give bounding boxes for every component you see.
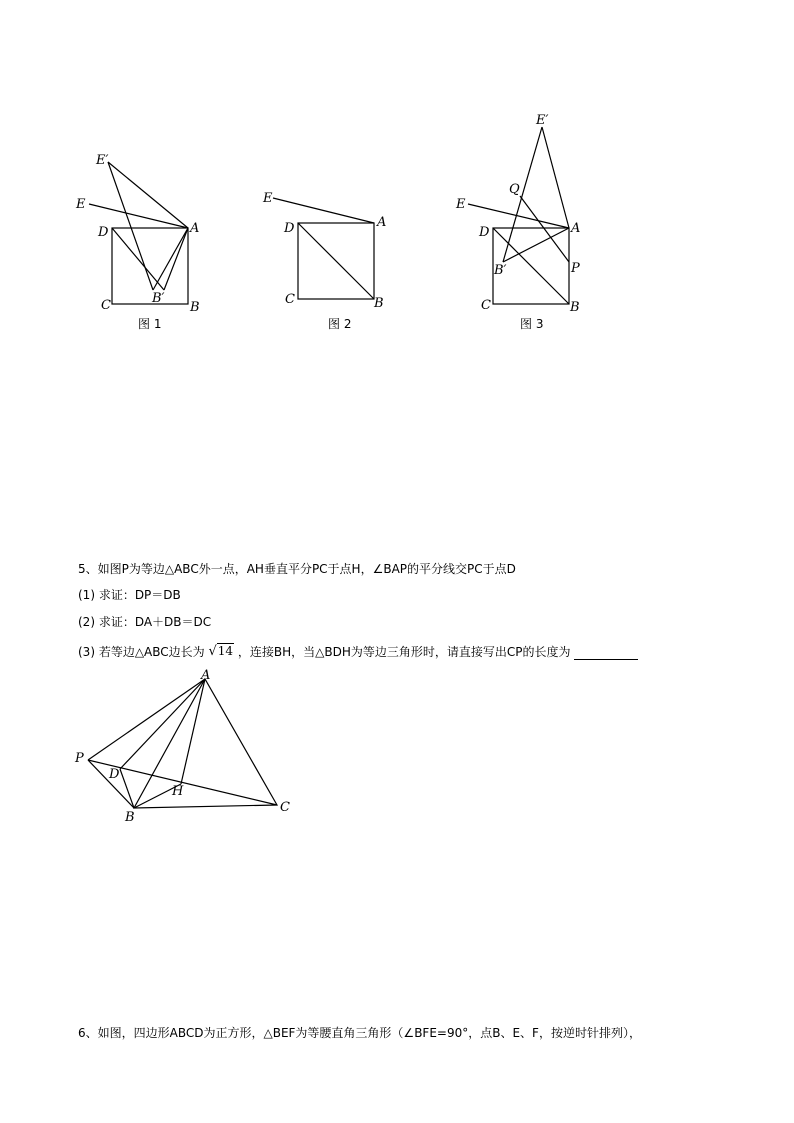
fig3-label-E': E′ bbox=[536, 113, 549, 128]
problem5-question-2: (2) 求证：DA＋DB＝DC bbox=[78, 615, 212, 629]
sqrt-radicand: 14 bbox=[217, 644, 234, 658]
fig2-segment-DB bbox=[298, 223, 374, 299]
p5-label-H: H bbox=[172, 784, 184, 799]
triangle-ABC bbox=[134, 679, 277, 808]
fig3-label-D: D bbox=[479, 225, 490, 240]
fig3-label-E: E bbox=[456, 197, 466, 212]
segment-PA bbox=[88, 679, 205, 760]
fig3-caption: 图 3 bbox=[520, 317, 544, 331]
fig2-label-B: B bbox=[374, 296, 384, 311]
fig2-segment-EA bbox=[273, 198, 374, 223]
problem5-question-3 bbox=[78, 643, 638, 660]
fig1-square bbox=[112, 228, 188, 304]
radical-sign-icon: √ bbox=[208, 644, 217, 659]
problem5-figure bbox=[74, 668, 290, 825]
fig1-segment-DB' bbox=[112, 228, 164, 290]
fig1-label-D: D bbox=[98, 225, 109, 240]
fig2-label-A: A bbox=[377, 215, 387, 230]
fig1-label-A: A bbox=[190, 221, 200, 236]
fig3-segment-QP bbox=[520, 196, 569, 262]
fig2-caption: 图 2 bbox=[328, 317, 352, 331]
fig3-segment-B'A bbox=[503, 228, 569, 262]
fig3-label-B': B′ bbox=[494, 263, 507, 278]
fig1-segment-AB' bbox=[164, 228, 188, 290]
problem5-question-1: (1) 求证：DP＝DB bbox=[78, 588, 181, 602]
fig1-caption: 图 1 bbox=[138, 317, 162, 331]
p5-label-D: D bbox=[109, 767, 120, 782]
fig3-segment-E'A bbox=[542, 127, 569, 228]
p5-label-P: P bbox=[75, 751, 84, 766]
fig2-label-C: C bbox=[285, 292, 295, 307]
fig3-label-Q: Q bbox=[509, 182, 520, 197]
fig3-label-A: A bbox=[571, 221, 581, 236]
figure-3 bbox=[455, 113, 580, 331]
fig1-segment-B'A bbox=[153, 228, 188, 290]
segment-AH bbox=[181, 679, 205, 784]
fig1-label-E: E bbox=[76, 197, 86, 212]
problem5-stem: 5、如图P为等边△ABC外一点，AH垂直平分PC于点H，∠BAP的平分线交PC于点D bbox=[78, 562, 516, 576]
answer-blank[interactable] bbox=[574, 647, 638, 660]
q3-text-before: (3) 若等边△ABC边长为 bbox=[78, 645, 205, 659]
fig2-label-D: D bbox=[284, 221, 295, 236]
fig3-label-C: C bbox=[481, 298, 491, 313]
fig3-label-B: B bbox=[570, 300, 580, 315]
q3-text-after: ，连接BH，当△BDH为等边三角形时，请直接写出CP的长度为 bbox=[237, 645, 571, 659]
fig1-label-E': E′ bbox=[96, 153, 109, 168]
figure-2 bbox=[262, 191, 386, 331]
segment-DB bbox=[120, 769, 134, 808]
fig1-label-B: B bbox=[190, 300, 200, 315]
p5-label-A: A bbox=[201, 668, 211, 683]
fig2-label-E: E bbox=[263, 191, 273, 206]
p5-label-C: C bbox=[280, 800, 290, 815]
problem6-stem: 6、如图，四边形ABCD为正方形，△BEF为等腰直角三角形（∠BFE=90°，点B、E、F，按逆时针排列）， bbox=[78, 1026, 641, 1040]
fig1-label-C: C bbox=[101, 298, 111, 313]
fig3-label-P: P bbox=[571, 261, 580, 276]
p5-label-B: B bbox=[125, 810, 135, 825]
sqrt-expression bbox=[208, 643, 234, 660]
fig1-label-B': B′ bbox=[152, 291, 165, 306]
figure-1 bbox=[75, 153, 200, 331]
